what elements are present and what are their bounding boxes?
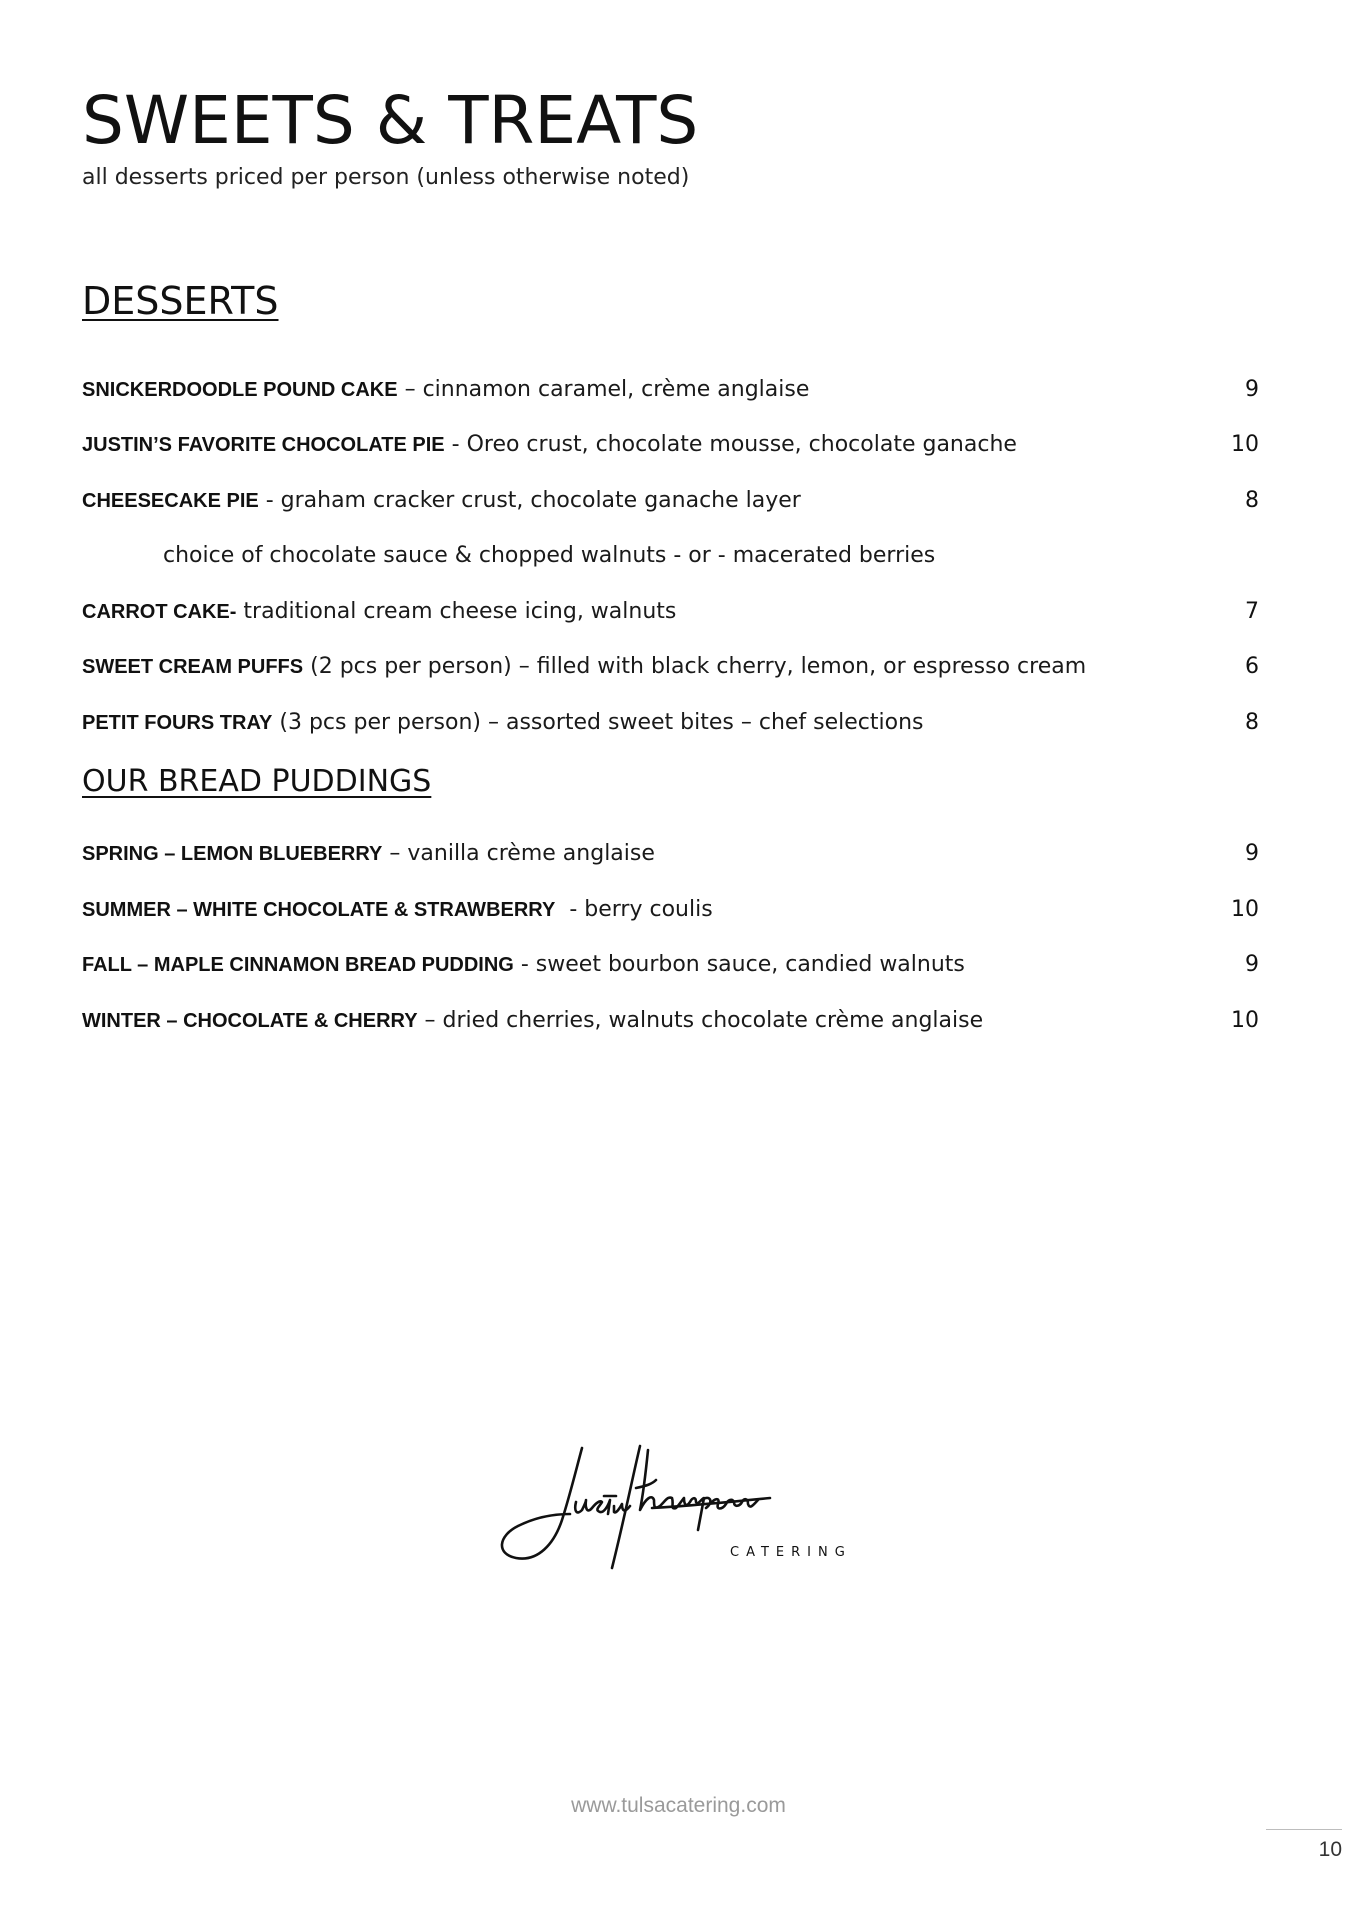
- item-description: - sweet bourbon sauce, candied walnuts: [513, 952, 965, 977]
- item-price: 9: [1245, 952, 1259, 977]
- item-description: - Oreo crust, chocolate mousse, chocolate ganache: [444, 432, 1017, 457]
- item-name: CHEESECAKE PIE: [82, 490, 259, 512]
- menu-item-chocolate-pie: [82, 428, 1259, 462]
- footer-website-link[interactable]: www.tulsacatering.com: [571, 1794, 786, 1817]
- menu-item-sweet-cream-puffs: [82, 650, 1259, 684]
- page-number-divider: [1266, 1829, 1342, 1830]
- logo-catering-text: CATERING: [730, 1545, 852, 1560]
- item-price: 9: [1245, 841, 1259, 866]
- item-price: 10: [1231, 897, 1259, 922]
- menu-item-summer-white-chocolate-strawberry: [82, 893, 1259, 927]
- item-description: (2 pcs per person) – filled with black cherry, lemon, or espresso cream: [303, 654, 1087, 679]
- item-price: 7: [1245, 599, 1259, 624]
- item-price: 9: [1245, 377, 1259, 402]
- item-name: CARROT CAKE-: [82, 601, 237, 623]
- item-name: SPRING – LEMON BLUEBERRY: [82, 843, 383, 865]
- desserts-heading: DESSERTS: [82, 279, 279, 323]
- item-description: – vanilla crème anglaise: [382, 841, 655, 866]
- item-name: PETIT FOURS TRAY: [82, 712, 273, 734]
- menu-item-winter-chocolate-cherry: [82, 1004, 1259, 1038]
- menu-item-petit-fours-tray: [82, 706, 1259, 740]
- item-name: SUMMER – WHITE CHOCOLATE & STRAWBERRY: [82, 899, 556, 921]
- page-number: 10: [1318, 1838, 1342, 1861]
- item-price: 8: [1245, 710, 1259, 735]
- menu-item-fall-maple-cinnamon: [82, 948, 1259, 982]
- item-description: (3 pcs per person) – assorted sweet bites – chef selections: [272, 710, 924, 735]
- item-name: JUSTIN’S FAVORITE CHOCOLATE PIE: [82, 434, 445, 456]
- item-description: – cinnamon caramel, crème anglaise: [397, 377, 810, 402]
- menu-item-spring-lemon-blueberry: [82, 837, 1259, 871]
- page-subtitle: all desserts priced per person (unless otherwise noted): [82, 165, 690, 190]
- menu-item-snickerdoodle-pound-cake: [82, 373, 1259, 407]
- item-description: - berry coulis: [555, 897, 713, 922]
- item-name: WINTER – CHOCOLATE & CHERRY: [82, 1010, 418, 1032]
- item-name: SWEET CREAM PUFFS: [82, 656, 304, 678]
- item-description: traditional cream cheese icing, walnuts: [236, 599, 677, 624]
- item-description: - graham cracker crust, chocolate ganache layer: [258, 488, 801, 513]
- item-price: 10: [1231, 1008, 1259, 1033]
- justin-thompson-catering-logo: [490, 1440, 890, 1580]
- menu-item-cheesecake-pie: [82, 484, 1259, 518]
- item-price: 6: [1245, 654, 1259, 679]
- item-name: FALL – MAPLE CINNAMON BREAD PUDDING: [82, 954, 514, 976]
- item-price: 10: [1231, 432, 1259, 457]
- item-price: 8: [1245, 488, 1259, 513]
- item-name: SNICKERDOODLE POUND CAKE: [82, 379, 398, 401]
- page-title: SWEETS & TREATS: [82, 82, 699, 159]
- menu-item-carrot-cake: [82, 595, 1259, 629]
- bread-puddings-heading: OUR BREAD PUDDINGS: [82, 764, 432, 799]
- cheesecake-note: choice of chocolate sauce & chopped walnuts - or - macerated berries: [163, 543, 936, 568]
- item-description: – dried cherries, walnuts chocolate crème anglaise: [417, 1008, 984, 1033]
